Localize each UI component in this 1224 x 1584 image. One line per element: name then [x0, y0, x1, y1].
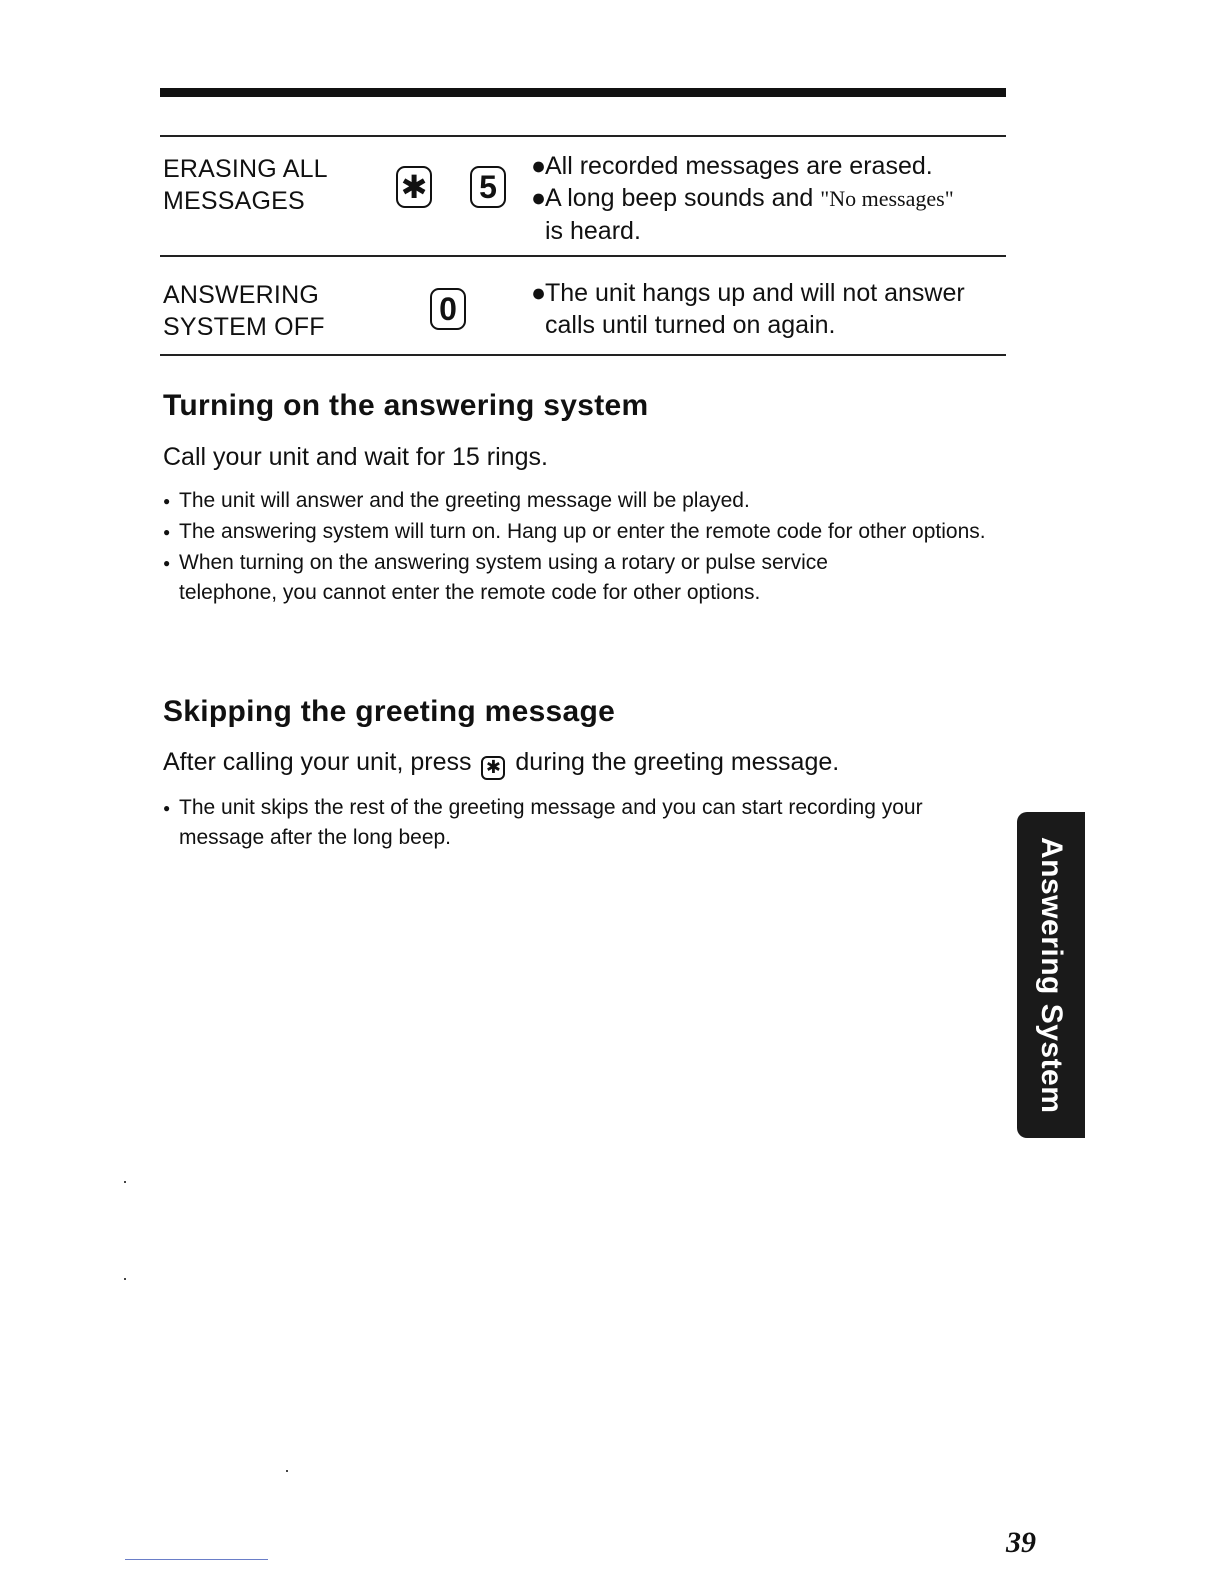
row-label-line: ANSWERING: [163, 281, 319, 309]
table-row-2-label: [163, 279, 325, 343]
section-lead: [163, 748, 839, 780]
note-line: calls until turned on again.: [545, 311, 836, 339]
footer-line: [125, 1559, 268, 1560]
table-rule-middle: [160, 255, 1006, 257]
lead-text: during the greeting message.: [515, 748, 840, 776]
note-line: ●A long beep sounds and "No messages": [531, 184, 954, 212]
section-lead: Call your unit and wait for 15 rings.: [163, 443, 548, 471]
row-label-line: MESSAGES: [163, 187, 305, 215]
row-label-line: SYSTEM OFF: [163, 313, 325, 341]
scan-speck: [124, 1278, 126, 1280]
top-heavy-rule: [160, 88, 1006, 97]
star-key-icon: ✱: [396, 166, 432, 208]
five-key-icon: 5: [470, 166, 506, 208]
table-rule-bottom: [160, 354, 1006, 356]
chapter-side-tab: [1017, 812, 1085, 1138]
note-line: is heard.: [545, 217, 641, 245]
table-rule-top: [160, 135, 1006, 137]
section-heading-skipping: Skipping the greeting message: [163, 695, 616, 728]
section1-bullet-list: [163, 486, 993, 608]
scan-speck: [124, 1181, 126, 1183]
table-row-2-notes: [531, 277, 965, 341]
scan-speck: [286, 1470, 288, 1472]
chapter-side-tab-label: Answering System: [1035, 836, 1068, 1114]
section2-bullet-list: [163, 793, 1008, 853]
star-key-icon: ✱: [481, 756, 505, 780]
lead-text: After calling your unit, press: [163, 748, 472, 776]
note-line: ●The unit hangs up and will not answer: [531, 279, 965, 307]
table-row-1-notes: [531, 150, 954, 247]
page-number: 39: [1006, 1526, 1036, 1559]
list-item: ● The answering system will turn on. Hang up or enter the remote code for other options.: [163, 517, 993, 547]
table-row-1-label: [163, 153, 328, 217]
section-heading-turning-on: Turning on the answering system: [163, 389, 649, 422]
list-item: ● The unit skips the rest of the greeting message and you can start recording your message after the long beep.: [163, 793, 1008, 852]
note-line: ●All recorded messages are erased.: [531, 152, 933, 180]
list-item: ● When turning on the answering system using a rotary or pulse service telephone, you cannot enter the remote code for other options.: [163, 548, 919, 607]
row-label-line: ERASING ALL: [163, 155, 328, 183]
zero-key-icon: 0: [430, 288, 466, 330]
list-item: ● The unit will answer and the greeting message will be played.: [163, 486, 993, 516]
